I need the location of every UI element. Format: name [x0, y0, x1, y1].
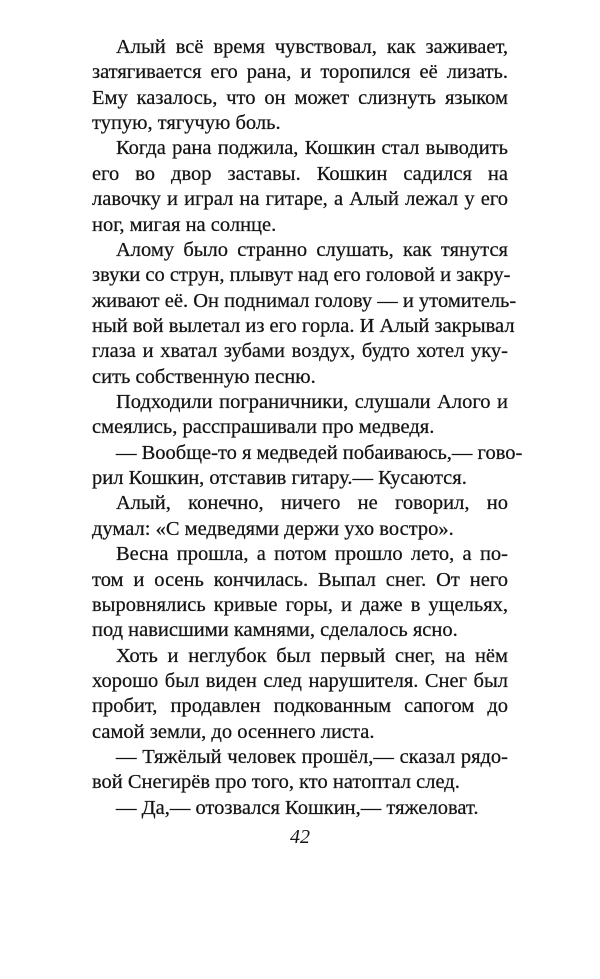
- book-page-text: [92, 35, 523, 821]
- text-line: рил Кошкин, отставив гитару.— Кусаются.: [92, 467, 467, 490]
- text-line: затягивается его рана, и торопился её лизать.: [92, 61, 508, 84]
- text-line: — Да,— отозвался Кошкин,— тяжеловат.: [116, 796, 479, 819]
- text-line: ног, мигая на солнце.: [92, 213, 277, 236]
- text-line: Ему казалось, что он может слизнуть языком: [92, 86, 508, 109]
- text-line: Весна прошла, а потом прошло лето, а по-: [116, 543, 508, 566]
- text-line: вой Снегирёв про того, кто натоптал след.: [92, 771, 460, 794]
- text-line: его во двор заставы. Кошкин садился на: [92, 162, 508, 185]
- text-line: Подходили пограничники, слушали Алого и: [116, 391, 508, 414]
- text-line: выровнялись кривые горы, и даже в ущельях,: [92, 593, 508, 616]
- text-line: Хоть и неглубок был первый снег, на нём: [116, 644, 508, 667]
- text-line: Алому было странно слушать, как тянутся: [116, 238, 508, 261]
- text-line: звуки со струн, плывут над его головой и закру-: [92, 264, 511, 287]
- text-line: самой земли, до осеннего листа.: [92, 720, 375, 743]
- text-line: Алый всё время чувствовал, как заживает,: [116, 36, 508, 58]
- text-line: смеялись, расспрашивали про медведя.: [92, 416, 435, 439]
- text-line: под нависшими камнями, сделалось ясно.: [92, 619, 458, 642]
- text-line: — Тяжёлый человек прошёл,— сказал рядо-: [116, 746, 508, 769]
- text-line: ный вой вылетал из его горла. И Алый закрывал: [92, 314, 515, 337]
- text-line: сить собственную песню.: [92, 365, 316, 388]
- text-line: Когда рана поджила, Кошкин стал выводить: [116, 137, 508, 160]
- text-line: Алый, конечно, ничего не говорил, но: [116, 492, 508, 515]
- text-line: том и осень кончилась. Выпал снег. От него: [92, 568, 508, 591]
- text-line: лавочку и играл на гитаре, а Алый лежал у его: [92, 188, 508, 211]
- page-number: 42: [290, 826, 310, 848]
- text-line: живают её. Он поднимал голову — и утомитель-: [92, 289, 517, 312]
- text-line: — Вообще-то я медведей побаиваюсь,— гово-: [116, 441, 523, 464]
- text-line: тупую, тягучую боль.: [92, 112, 281, 135]
- text-line: глаза и хватал зубами воздух, будто хотел уку-: [92, 340, 508, 363]
- text-line: думал: «С медведями держи ухо востро».: [92, 517, 454, 540]
- text-line: пробит, продавлен подкованным сапогом до: [92, 695, 508, 718]
- text-line: хорошо был виден след нарушителя. Снег был: [92, 669, 508, 692]
